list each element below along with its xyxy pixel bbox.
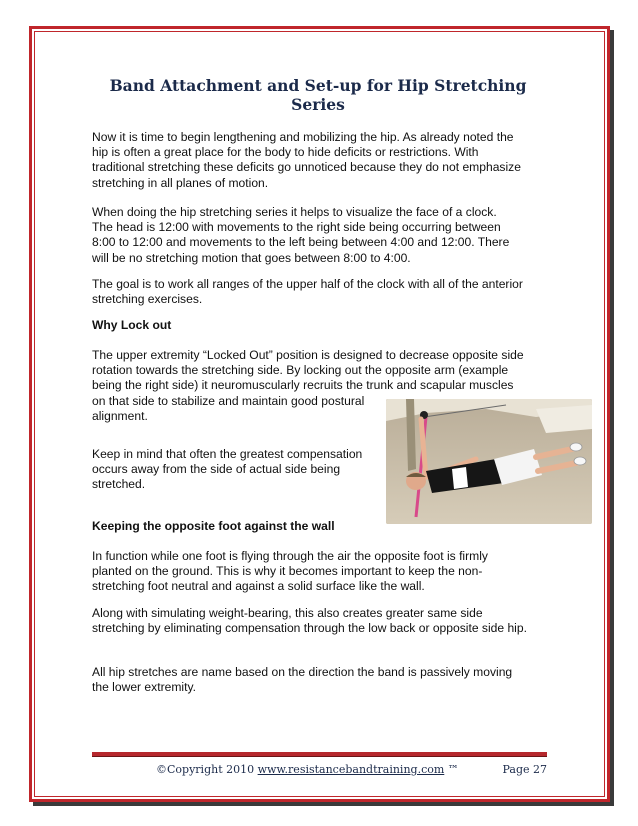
- intro-paragraph: [92, 130, 552, 191]
- text-line: Keep in mind that often the greatest compensation: [92, 447, 363, 461]
- text-line: on that side to stabilize and maintain good postural: [92, 393, 365, 408]
- page-title: [92, 76, 544, 114]
- text-line: will be no stretching motion that goes between 8:00 to 4:00.: [92, 250, 411, 265]
- text-line: The upper extremity “Locked Out” position is designed to decrease opposite side: [92, 348, 524, 362]
- text-line: All hip stretches are name based on the direction the band is passively moving: [92, 665, 513, 679]
- title-line-1: Band Attachment and Set-up for Hip Stretching: [109, 76, 527, 95]
- text-line: stretching foot neutral and against a solid surface like the wall.: [92, 579, 425, 594]
- text-line: 8:00 to 12:00 and movements to the left being between 4:00 and 12:00. There: [92, 235, 510, 250]
- text-line: occurs away from the side of actual side being: [92, 462, 341, 477]
- text-line: hip is often a great place for the body to hide deficits or restrictions. With: [92, 145, 479, 160]
- text-line: planted on the ground. This is why it becomes important to keep the non-: [92, 564, 483, 579]
- heading-text: Why Lock out: [92, 318, 172, 332]
- text-line: stretched.: [92, 477, 146, 492]
- title-line-2: Series: [291, 95, 345, 114]
- text-line: Now it is time to begin lengthening and mobilizing the hip. As already noted the: [92, 130, 514, 144]
- text-line: stretching in all planes of motion.: [92, 175, 269, 190]
- hip-stretch-photo: [386, 399, 592, 524]
- weight-bearing-paragraph: [92, 606, 552, 636]
- text-line: rotation towards the stretching side. By locking out the opposite arm (example: [92, 363, 509, 378]
- text-line: When doing the hip stretching series it helps to visualize the face of a clock.: [92, 205, 497, 219]
- foot-paragraph: [92, 549, 552, 595]
- text-line: the lower extremity.: [92, 680, 196, 695]
- text-line: being the right side) it neuromuscularly recruits the trunk and scapular muscles: [92, 378, 514, 393]
- text-line: Along with simulating weight-bearing, this also creates greater same side: [92, 606, 483, 620]
- website-link[interactable]: www.resistancebandtraining.com: [257, 763, 445, 776]
- goal-paragraph: [92, 277, 552, 307]
- clock-paragraph: [92, 205, 552, 266]
- footer-divider: [92, 752, 547, 757]
- copyright-text: ©Copyright 2010: [156, 763, 258, 776]
- text-line: The head is 12:00 with movements to the right side being occurring between: [92, 220, 501, 235]
- trademark-symbol: ™: [444, 763, 459, 776]
- heading-text: Keeping the opposite foot against the wall: [92, 519, 335, 533]
- text-line: stretching by eliminating compensation through the low back or opposite side hip.: [92, 621, 527, 636]
- heading-why-lock-out: [92, 318, 552, 333]
- page-number: Page 27: [502, 763, 547, 776]
- text-line: alignment.: [92, 408, 148, 423]
- text-line: The goal is to work all ranges of the upper half of the clock with all of the anterior: [92, 277, 523, 291]
- naming-paragraph: [92, 665, 552, 695]
- text-line: stretching exercises.: [92, 292, 203, 307]
- copyright-notice: [156, 763, 459, 776]
- text-line: traditional stretching these deficits go unnoticed because they do not emphasize: [92, 160, 521, 175]
- text-line: In function while one foot is flying through the air the opposite foot is firmly: [92, 549, 488, 563]
